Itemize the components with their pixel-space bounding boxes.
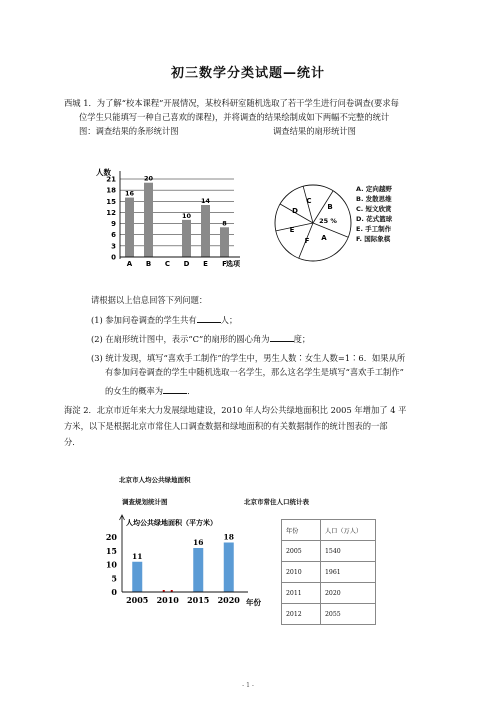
answer-blank-3[interactable]	[163, 385, 187, 394]
q2-bar-series	[132, 533, 234, 593]
q1-prompt: 请根据以上信息回答下列问题：	[91, 295, 208, 305]
q1-ytick-label: 6	[111, 231, 116, 240]
q2-bar-value-label: 16	[193, 538, 204, 547]
q1-sub2	[91, 333, 310, 347]
q1-bar-ylabel: 人数	[96, 168, 111, 177]
q1-xtick-label: C	[164, 260, 171, 268]
legend-item-c: C. 短文欣赏	[356, 205, 392, 213]
pie-percent-annotation: 25 %	[319, 217, 337, 225]
table-row	[282, 541, 376, 562]
q1-ytick-label: 18	[106, 186, 116, 195]
legend-item-a: A. 定向越野	[356, 185, 392, 193]
q2-xtick-label: 2015	[187, 595, 210, 605]
legend-item-b: B. 发散思维	[356, 195, 392, 203]
q2-section-title: 北京市人均公共绿地面积	[119, 476, 191, 484]
q2-bar-value-label: 18	[223, 532, 234, 542]
q2-ytick-label: 15	[105, 545, 117, 556]
q2-bar	[224, 543, 234, 593]
q1-pie-legend	[356, 184, 392, 244]
q2-xtick-label: 2010	[156, 595, 179, 605]
table-row	[282, 562, 376, 583]
q1-bar-value-label: 16	[124, 189, 135, 198]
table-cell-population: 2055	[321, 604, 376, 625]
q2-ytick-label: 10	[105, 559, 117, 570]
q1-intro-line1: 西城 1．为了解“校本课程”开展情况，某校科研室随机选取了若干学生进行问卷调查(要求每	[64, 98, 399, 108]
q1-bar	[125, 198, 134, 257]
q1-ytick-label: 21	[106, 175, 116, 184]
q2-bar	[132, 562, 142, 592]
table-cell-population: 1961	[321, 562, 376, 583]
table-cell-population: 1540	[321, 541, 376, 562]
q1-sub3-line1: (3) 统计发现，填写“喜欢手工制作”的学生中，男生人数∶女生人数=1∶6．如果从所	[91, 353, 406, 363]
pie-sector-label: F	[304, 237, 310, 245]
q2-ytick-label: 20	[105, 532, 117, 542]
table-header-year: 年份	[282, 520, 321, 541]
q1-pie-chart	[270, 180, 356, 266]
q2-table-caption: 北京市常住人口统计表	[244, 498, 309, 506]
q1-sub3-text-a: 的女生的概率为	[105, 386, 164, 396]
page-number: - 1 -	[242, 682, 254, 689]
q1-ytick-label: 12	[106, 208, 116, 217]
q2-bar-chart	[100, 512, 272, 608]
q1-sub3-text-b: ．	[187, 386, 196, 396]
table-cell-population: 2020	[321, 583, 376, 604]
q2-line2: 方米，以下是根据北京市常住人口调查数据和绿地面积的有关数据制作的统计图表的一部	[64, 421, 388, 431]
pie-sector-label: A	[321, 234, 327, 242]
legend-item-e: E. 手工制作	[356, 225, 392, 233]
q1-xtick-label: A	[126, 260, 133, 268]
q1-bar-value-label: 20	[143, 174, 154, 183]
table-cell-year: 2011	[282, 583, 321, 604]
q1-intro-line2: 位学生只能填写一种自己喜欢的课程)，并将调查的结果绘制成如下两幅不完整的统计	[79, 112, 390, 122]
q1-caption-bar: 图：调查结果的条形统计图	[79, 126, 179, 136]
q1-sub1-text-a: (1) 参加问卷调查的学生共有	[91, 315, 197, 325]
pie-sector-label: C	[306, 197, 312, 205]
pie-sector-label: E	[289, 226, 295, 234]
q1-bar	[201, 205, 210, 257]
q1-sub3-line3	[105, 385, 195, 399]
table-cell-year: 2012	[282, 604, 321, 625]
q1-bar	[220, 227, 229, 257]
table-row	[282, 583, 376, 604]
table-cell-year: 2005	[282, 541, 321, 562]
q1-sub1	[91, 314, 237, 328]
table-row	[282, 604, 376, 625]
q1-bar-value-label: 14	[200, 197, 211, 205]
q2-chart-caption: 调查规划统计图	[122, 498, 168, 506]
q1-ytick-label: 15	[106, 197, 116, 206]
q2-bar-title: 人均公共绿地面积（平方米）	[126, 519, 217, 527]
q1-xtick-label: E	[203, 260, 208, 268]
pie-sector-label: D	[292, 207, 298, 215]
q2-ytick-label: 0	[111, 587, 117, 597]
q2-line1: 海淀 2．北京市近年来大力发展绿地建设，2010 年人均公共绿地面积比 2005 年增加了 4 平	[64, 405, 407, 415]
q2-bar-xlabel: 年份	[246, 598, 261, 607]
q1-bar	[182, 220, 191, 257]
q2-ytick-label: 5	[111, 573, 117, 584]
q1-sub1-text-b: 人；	[220, 315, 238, 325]
q1-bar	[144, 183, 153, 257]
q1-bar-chart	[90, 163, 250, 271]
q1-ytick-label: 3	[111, 242, 116, 251]
table-cell-year: 2010	[282, 562, 321, 583]
q1-xtick-label: B	[145, 260, 152, 268]
population-table	[281, 519, 376, 625]
answer-blank-2[interactable]	[270, 333, 294, 342]
pie-sector-label: B	[327, 203, 333, 211]
q2-xtick-label: 2020	[217, 595, 240, 605]
q1-sub3-line2: 有参加问卷调查的学生中随机选取一名学生，那么这名学生是填写“喜欢手工制作”	[105, 367, 404, 377]
table-header-population: 人口（万人）	[321, 520, 376, 541]
q2-bar	[193, 548, 203, 592]
q1-xtick-label: F	[222, 260, 227, 268]
q1-bar-value-label: 10	[181, 211, 192, 220]
page-title: 初三数学分类试题—统计	[170, 66, 325, 81]
q2-xtick-label: 2005	[126, 595, 149, 605]
q1-sub2-text-b: 度；	[293, 334, 311, 344]
q1-sub2-text-a: (2) 在扇形统计图中，表示“C”的扇形的圆心角为	[91, 334, 270, 344]
q1-bar-value-label: 8	[222, 219, 227, 228]
legend-item-f: F. 国际象棋	[356, 235, 391, 243]
table-header-row	[282, 520, 376, 541]
q1-bar-series	[125, 175, 229, 257]
legend-item-d: D. 花式篮球	[356, 215, 393, 223]
q2-line3: 分．	[64, 437, 81, 447]
q1-bar-xlabel: 选项	[226, 260, 240, 268]
q1-xtick-label: D	[183, 260, 190, 268]
q2-bar-value-label: 11	[132, 551, 143, 561]
answer-blank-1[interactable]	[197, 314, 221, 323]
q1-bar-gridlines	[120, 179, 234, 257]
q1-ytick-label: 9	[111, 220, 116, 229]
q1-ytick-label: 0	[111, 253, 116, 262]
q1-caption-pie: 调查结果的扇形统计图	[273, 126, 356, 136]
